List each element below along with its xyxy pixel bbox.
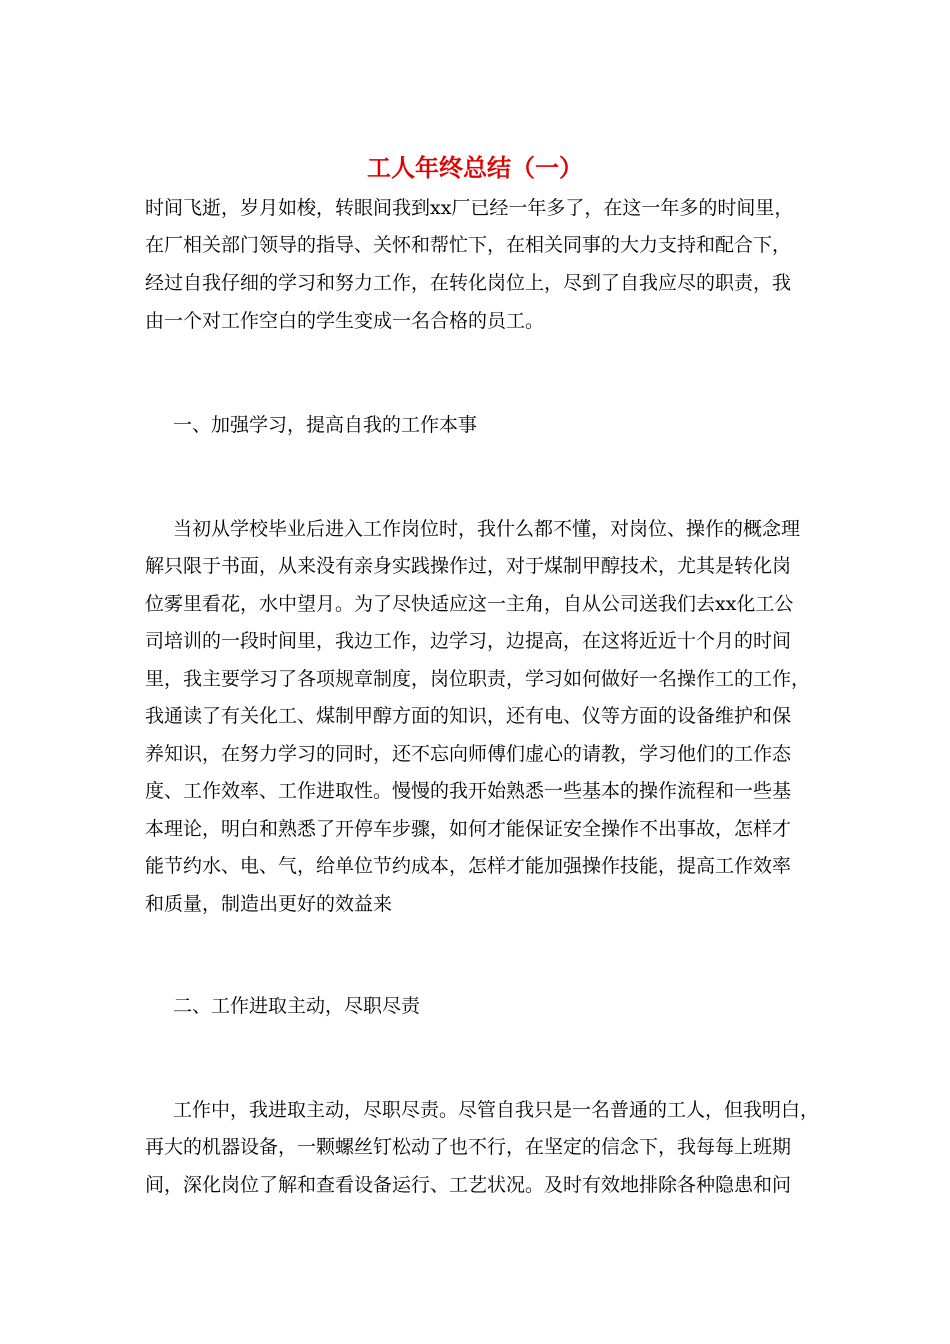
section-1-line: 解只限于书面，从来没有亲身实践操作过，对于煤制甲醇技术，尤其是转化岗 [145,555,792,577]
intro-line-3: 经过自我仔细的学习和努力工作，在转化岗位上，尽到了自我应尽的职责，我 [145,272,792,294]
section-2-line: 再大的机器设备，一颗螺丝钉松动了也不行，在坚定的信念下，我每每上班期 [145,1136,792,1158]
intro-line-1: 时间飞逝，岁月如梭，转眼间我到xx厂已经一年多了，在这一年多的时间里， [145,197,794,219]
section-1-line: 司培训的一段时间里，我边工作，边学习，边提高，在这将近近十个月的时间 [145,630,792,652]
section-1-heading: 一、加强学习，提高自我的工作本事 [173,414,478,436]
section-2-heading: 二、工作进取主动，尽职尽责 [173,995,421,1017]
section-1-line: 养知识，在努力学习的同时，还不忘向师傅们虚心的请教，学习他们的工作态 [145,743,792,765]
section-1-line: 本理论，明白和熟悉了开停车步骤，如何才能保证安全操作不出事故，怎样才 [145,818,792,840]
section-1-line: 和质量，制造出更好的效益来 [145,893,393,915]
intro-line-4: 由一个对工作空白的学生变成一名合格的员工。 [145,310,545,332]
section-1-line: 位雾里看花，水中望月。为了尽快适应这一主角，自从公司送我们去xx化工公 [145,593,794,615]
section-1-line: 度、工作效率、工作进取性。慢慢的我开始熟悉一些基本的操作流程和一些基 [145,780,792,802]
document-title: 工人年终总结（一） [367,153,583,182]
section-1-line: 当初从学校毕业后进入工作岗位时，我什么都不懂，对岗位、操作的概念理 [173,518,801,540]
section-1-line: 能节约水、电、气，给单位节约成本，怎样才能加强操作技能，提高工作效率 [145,855,792,877]
section-1-line: 里，我主要学习了各项规章制度，岗位职责，学习如何做好一名操作工的工作， [145,668,811,690]
intro-line-2: 在厂相关部门领导的指导、关怀和帮忙下，在相关同事的大力支持和配合下， [145,234,792,256]
section-2-line: 工作中，我进取主动，尽职尽责。尽管自我只是一名普通的工人，但我明白， [173,1099,820,1121]
section-2-line: 间，深化岗位了解和查看设备运行、工艺状况。及时有效地排除各种隐患和问 [145,1174,792,1196]
section-1-line: 我通读了有关化工、煤制甲醇方面的知识，还有电、仪等方面的设备维护和保 [145,705,792,727]
